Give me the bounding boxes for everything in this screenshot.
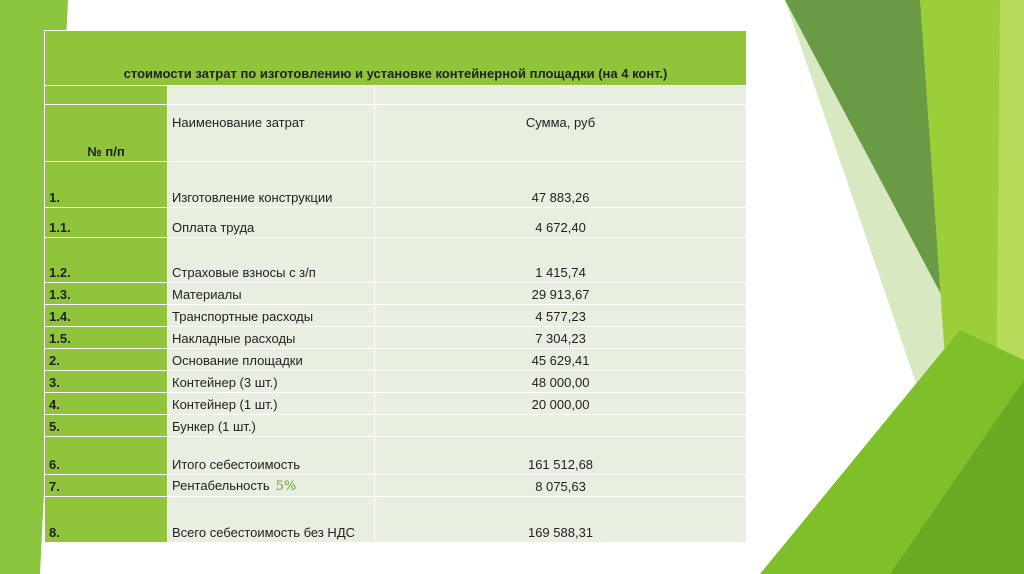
table-row: 1.5. Накладные расходы 7 304,23 [45, 327, 747, 349]
profitability-percent: 5% [275, 479, 297, 494]
table-row: 7. Рентабельность 5% 8 075,63 [45, 475, 747, 497]
header-num: № п/п [45, 105, 168, 162]
table-title-row [45, 31, 747, 86]
table-title: стоимости затрат по изготовлению и установке контейнерной площадки (на 4 конт.) [45, 31, 747, 86]
table-header-row [45, 105, 747, 162]
row-name: Рентабельность [172, 478, 270, 493]
cost-table-container [44, 30, 746, 543]
table-row: 1.3. Материалы 29 913,67 [45, 283, 747, 305]
table-row: 8. Всего себестоимость без НДС 169 588,31 [45, 497, 747, 543]
table-row: 5. Бункер (1 шт.) [45, 415, 747, 437]
spacer-row [45, 86, 747, 105]
header-name: Наименование затрат [168, 105, 375, 162]
table-row: 6. Итого себестоимость 161 512,68 [45, 437, 747, 475]
table-row: 1.1. Оплата труда 4 672,40 [45, 208, 747, 238]
table-row: 4. Контейнер (1 шт.) 20 000,00 [45, 393, 747, 415]
table-row: 1.2. Страховые взносы с з/п 1 415,74 [45, 238, 747, 283]
header-sum: Сумма, руб [375, 105, 747, 162]
table-row: 1.4. Транспортные расходы 4 577,23 [45, 305, 747, 327]
cost-table [44, 30, 747, 543]
table-row: 2. Основание площадки 45 629,41 [45, 349, 747, 371]
table-row: 3. Контейнер (3 шт.) 48 000,00 [45, 371, 747, 393]
table-row: 1. Изготовление конструкции 47 883,26 [45, 162, 747, 208]
